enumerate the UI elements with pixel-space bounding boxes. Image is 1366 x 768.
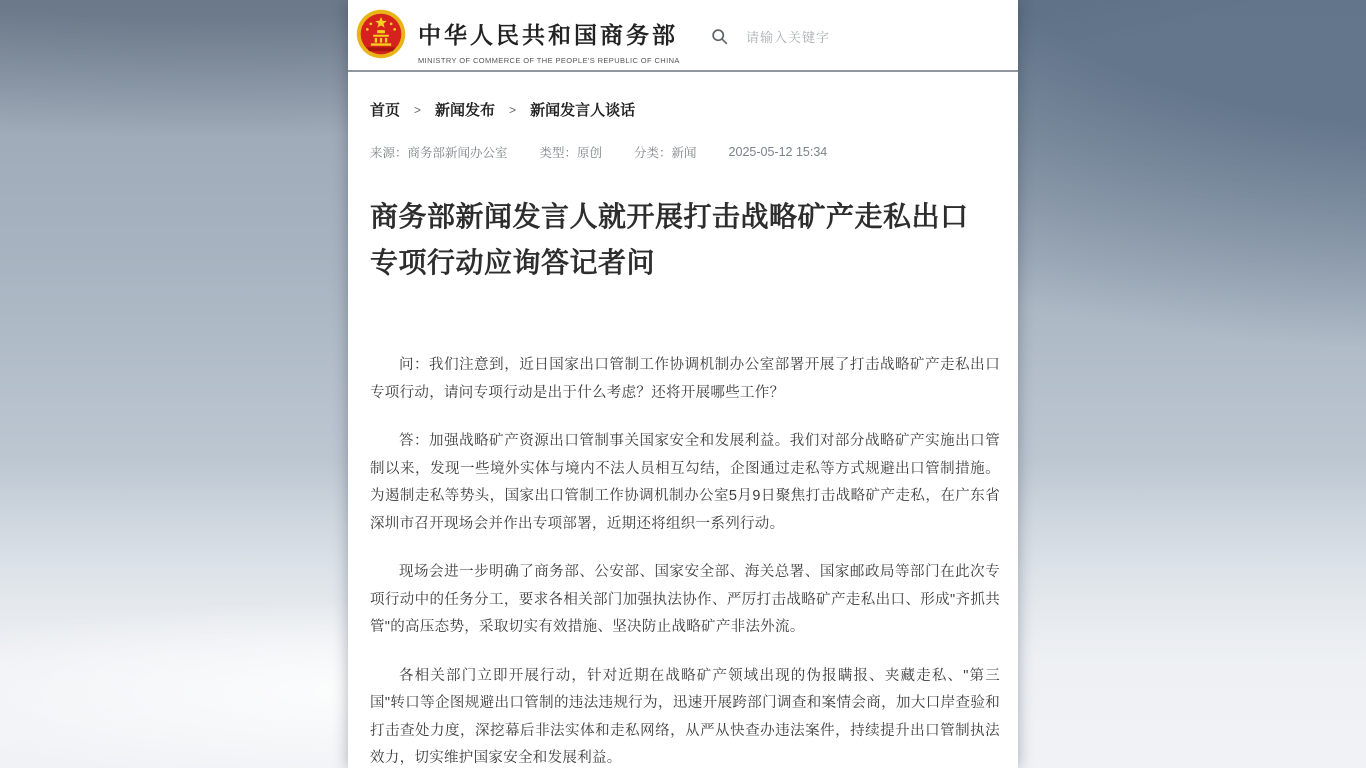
article-paragraph-answer-2: 现场会进一步明确了商务部、公安部、国家安全部、海关总署、国家邮政局等部门在此次专项行动中的任务分工，要求各相关部门加强执法协作、严厉打击战略矿产走私出口、形成"齐抓共管"的高压态势，采取切实有效措施、坚决防止战略矿产非法外流。 xyxy=(370,564,1000,635)
article-meta xyxy=(370,143,996,161)
breadcrumb-home[interactable]: 首页 xyxy=(370,102,401,119)
search-icon[interactable] xyxy=(711,28,728,45)
site-title-english: MINISTRY OF COMMERCE OF THE PEOPLE'S REPUBLIC OF CHINA xyxy=(418,56,680,65)
webpage xyxy=(348,0,1018,768)
article-page-content xyxy=(348,99,1018,768)
article-title: 商务部新闻发言人就开展打击战略矿产走私出口专项行动应询答记者问 xyxy=(370,201,969,278)
site-header xyxy=(348,0,1018,72)
meta-datetime: 2025-05-12 15:34 xyxy=(728,145,828,159)
breadcrumb-spokesperson-remarks[interactable]: 新闻发言人谈话 xyxy=(530,102,636,119)
breadcrumb-separator-icon: > xyxy=(414,102,422,117)
meta-source: 来源：商务部新闻办公室 xyxy=(370,146,508,160)
breadcrumb-separator-icon: > xyxy=(509,102,517,117)
meta-category: 分类：新闻 xyxy=(634,146,697,160)
article-paragraph-question: 问：我们注意到，近日国家出口管制工作协调机制办公室部署开展了打击战略矿产走私出口专项行动，请问专项行动是出于什么考虑？还将开展哪些工作？ xyxy=(370,357,1000,401)
breadcrumb-news-release[interactable]: 新闻发布 xyxy=(435,102,496,119)
article-body xyxy=(370,352,1000,768)
meta-type: 类型：原创 xyxy=(539,146,603,160)
search-placeholder: 请输入关键字 xyxy=(746,29,831,45)
site-title-block xyxy=(418,17,680,65)
site-title[interactable]: 中华人民共和国商务部 xyxy=(418,22,678,48)
china-national-emblem-icon xyxy=(356,9,406,59)
article-paragraph-answer-3: 各相关部门立即开展行动，针对近期在战略矿产领域出现的伪报瞒报、夹藏走私、"第三国"转口等企图规避出口管制的违法违规行为，迅速开展跨部门调查和案情会商，加大口岸查验和打击查处力度，深挖幕后非法实体和走私网络，从严从快查办违法案件，持续提升出口管制执法效力，切实维护国家安全和发展利益。 xyxy=(370,667,1000,766)
national-emblem-logo[interactable] xyxy=(356,9,406,59)
search-box[interactable] xyxy=(711,23,961,49)
article-paragraph-answer-1: 答：加强战略矿产资源出口管制事关国家安全和发展利益。我们对部分战略矿产实施出口管制以来，发现一些境外实体与境内不法人员相互勾结，企图通过走私等方式规避出口管制措施。为遏制走私等势头，国家出口管制工作协调机制办公室5月9日聚焦打击战略矿产走私，在广东省深圳市召开现场会并作出专项部署，近期还将组织一系列行动。 xyxy=(370,433,1000,532)
breadcrumb xyxy=(370,99,996,120)
